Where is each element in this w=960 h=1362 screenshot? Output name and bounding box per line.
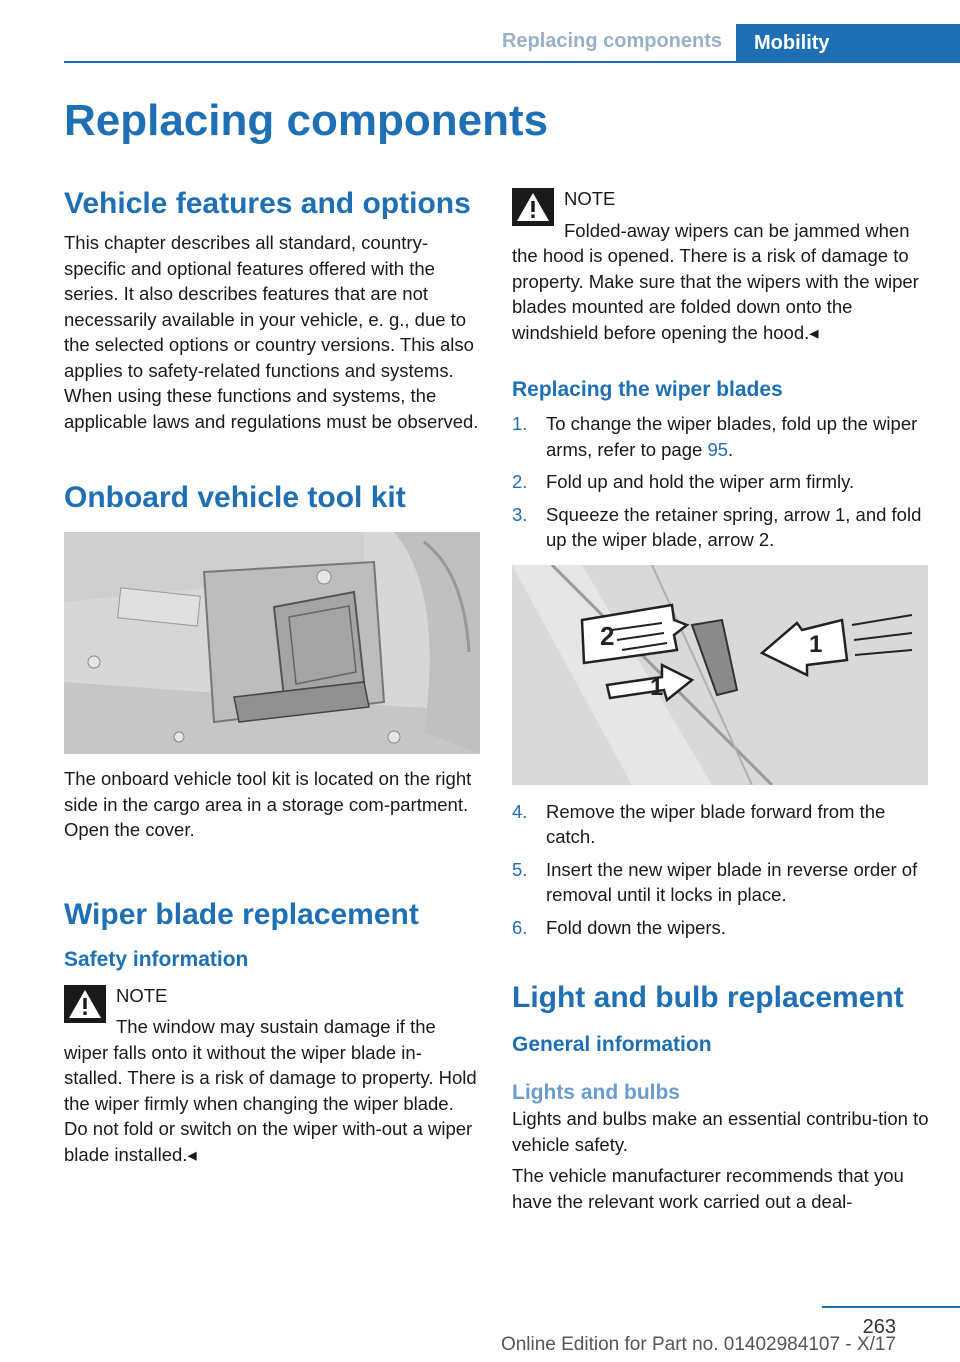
list-item <box>512 469 930 495</box>
header-tab-label: Mobility <box>754 31 830 54</box>
step-text-post: . <box>728 438 734 460</box>
right-column <box>512 186 930 1214</box>
steps-list-b <box>512 799 930 941</box>
page-reference-link[interactable]: 95 <box>707 438 729 460</box>
note-label: NOTE <box>116 984 168 1006</box>
warning-triangle-icon <box>512 188 554 226</box>
list-item <box>512 857 930 908</box>
heading-light-bulb-replacement: Light and bulb replacement <box>512 981 904 1014</box>
steps-list-a <box>512 411 930 553</box>
heading-tool-kit: Onboard vehicle tool kit <box>64 481 406 514</box>
edition-footer: Online Edition for Part no. 01402984107 - X/17 <box>500 1334 896 1355</box>
wiper-blade-drawing <box>512 565 928 785</box>
wiper-blade-illustration <box>512 565 928 785</box>
header-rule <box>64 61 960 63</box>
note-folded-wipers <box>512 186 930 345</box>
note-wiper-window <box>64 983 480 1168</box>
header-section-title: Replacing components <box>501 30 722 52</box>
list-item <box>512 915 930 941</box>
step-number: 1. <box>512 413 528 434</box>
list-item <box>512 411 930 462</box>
step-number: 6. <box>512 916 528 938</box>
tool-kit-illustration <box>64 532 480 754</box>
heading-replacing-wiper-blades: Replacing the wiper blades <box>512 378 783 401</box>
heading-vehicle-features: Vehicle features and options <box>64 187 471 220</box>
page-title: Replacing components <box>64 96 549 145</box>
step-text <box>546 411 930 462</box>
arrow-label-1a: 1 <box>809 630 823 658</box>
heading-lights-and-bulbs: Lights and bulbs <box>512 1081 680 1104</box>
footer-rule <box>822 1306 960 1308</box>
step-number: 5. <box>512 858 528 880</box>
paragraph-lights-1: Lights and bulbs make an essential contribu-tion to vehicle safety. <box>512 1108 929 1155</box>
heading-wiper-replacement: Wiper blade replacement <box>64 897 419 931</box>
step-number: 3. <box>512 503 528 525</box>
arrow-label-1b: 1 <box>650 673 664 701</box>
step-text-pre: To change the wiper blades, fold up the wiper arms, refer to page <box>546 413 918 460</box>
step-text: Fold up and hold the wiper arm firmly. <box>546 471 855 492</box>
list-item <box>512 502 930 553</box>
step-number: 2. <box>512 471 528 492</box>
note-label: NOTE <box>564 188 616 209</box>
paragraph-vehicle-features: This chapter describes all standard, country-specific and optional features offered with the series. It also describes features that are not necessarily available in your vehicle, e. g., due to the selected options or country versions. This also applies to safety-related functions and systems. When using these functions and systems, the applicable laws and regulations must be observed. <box>64 232 479 432</box>
paragraph-lights-2: The vehicle manufacturer recommends that you have the relevant work carried out a deal- <box>512 1165 904 1212</box>
left-column <box>64 186 480 1167</box>
step-text: Remove the wiper blade forward from the catch. <box>546 800 886 847</box>
cargo-compartment-drawing <box>64 532 480 754</box>
heading-safety-information: Safety information <box>64 947 249 971</box>
note-text: Folded-away wipers can be jammed when the hood is opened. There is a risk of damage to property. Make sure that the wipers with the wiper blades mounted are folded down onto the windshield before opening the hood.◂ <box>512 219 919 343</box>
header-chapter-tab <box>736 24 960 62</box>
list-item <box>512 799 930 850</box>
arrow-label-2: 2 <box>600 620 615 651</box>
step-text: Insert the new wiper blade in reverse order of removal until it locks in place. <box>546 858 918 905</box>
note-text: The window may sustain damage if the wiper falls onto it without the wiper blade in-stalled. There is a risk of damage to property. Hold the wiper firmly when changing the wiper blade. Do not fold or switch on the wiper with-out a wiper blade installed.◂ <box>64 1016 477 1165</box>
heading-general-information: General information <box>512 1033 712 1056</box>
page-number: 263 <box>862 1316 896 1338</box>
step-text: Fold down the wipers. <box>546 916 726 938</box>
paragraph-tool-kit: The onboard vehicle tool kit is located on the right side in the cargo area in a storage com-partment. Open the cover. <box>64 768 472 840</box>
step-text: Squeeze the retainer spring, arrow 1, and fold up the wiper blade, arrow 2. <box>546 503 922 550</box>
warning-triangle-icon <box>64 985 106 1023</box>
step-number: 4. <box>512 800 528 822</box>
